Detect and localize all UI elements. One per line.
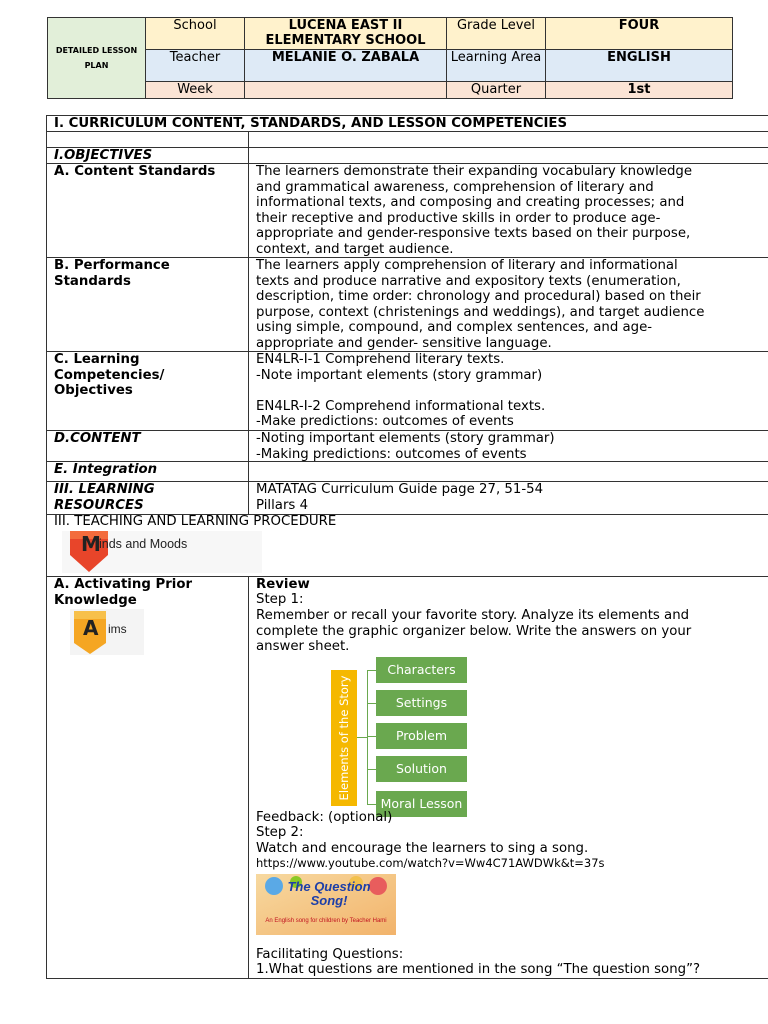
area-value: ENGLISH: [546, 50, 733, 82]
content-standards-text: The learners demonstrate their expanding vocabulary knowledge and grammatical awareness, comprehension of literary and informational texts, and composing and creating processes; and their receptive and productive skills in order to produce age- appropriate and gender-responsive texts based on their purpose, context, and target audience.: [256, 164, 693, 257]
organizer-item: Solution: [376, 756, 467, 782]
dlp-label: DETAILED LESSON PLAN: [48, 18, 146, 99]
minds-badge-text: inds and Moods: [99, 537, 188, 551]
minds-badge-letter: M: [81, 532, 101, 556]
question-1: 1.What questions are mentioned in the song “The question song”?: [256, 962, 701, 977]
minds-and-moods-badge: [62, 531, 262, 573]
video-link[interactable]: https://www.youtube.com/watch?v=Ww4C71AWDWk&t=37s: [256, 856, 605, 870]
step1-text: Remember or recall your favorite story. Analyze its elements and complete the graphic organizer below. Write the answers on your answer sheet.: [256, 608, 692, 655]
song-subtitle: An English song for children by Teacher Hami: [265, 918, 387, 924]
organizer-item: Settings: [376, 690, 467, 716]
step2-label: Step 2:: [256, 825, 304, 840]
organizer-item: Problem: [376, 723, 467, 749]
organizer-bar-label: Elements of the Story: [337, 675, 351, 801]
organizer-item: Moral Lesson: [376, 791, 467, 817]
competencies-label: C. Learning Competencies/ Objectives: [54, 352, 165, 399]
performance-standards-text: The learners apply comprehension of literary and informational texts and produce narrative and expository texts (enumeration, description, time order: chronology and procedural) based on their purpose, context (christenings and weddings), and target audience using simple, compound, and complex sentences, and age- appropriate and gender- sensitive language.: [256, 258, 705, 351]
procedure-title: III. TEACHING AND LEARNING PROCEDURE: [54, 514, 337, 529]
question-song-thumbnail[interactable]: [256, 874, 396, 935]
school-value: LUCENA EAST II ELEMENTARY SCHOOL: [245, 18, 447, 50]
facilitating-label: Facilitating Questions:: [256, 947, 404, 962]
feedback-text: Feedback: (optional): [256, 810, 393, 825]
quarter-value: 1st: [546, 82, 733, 99]
resources-text: MATATAG Curriculum Guide page 27, 51-54 Pillars 4: [256, 482, 544, 513]
week-label: Week: [146, 82, 245, 99]
integration-label: E. Integration: [54, 462, 158, 477]
song-title: The Question Song!: [287, 879, 371, 908]
step1-label: Step 1:: [256, 592, 304, 607]
performance-standards-label: B. Performance Standards: [54, 258, 170, 289]
area-label: Learning Area: [447, 50, 546, 82]
school-label: School: [146, 18, 245, 50]
aims-badge-letter: A: [83, 616, 99, 640]
organizer-item: Characters: [376, 657, 467, 683]
aims-badge: [70, 609, 144, 655]
step2-text: Watch and encourage the learners to sing a song.: [256, 841, 589, 856]
review-label: Review: [256, 577, 310, 592]
curriculum-section-title: I. CURRICULUM CONTENT, STANDARDS, AND LESSON COMPETENCIES: [54, 116, 568, 131]
teacher-value: MELANIE O. ZABALA: [245, 50, 447, 82]
resources-label: III. LEARNING RESOURCES: [54, 482, 155, 513]
content-text: -Noting important elements (story grammar) -Making predictions: outcomes of events: [256, 431, 555, 462]
teacher-label: Teacher: [146, 50, 245, 82]
grade-value: FOUR: [546, 18, 733, 50]
objectives-label: I.OBJECTIVES: [54, 148, 153, 163]
lesson-header-table: [47, 17, 733, 99]
competencies-text: EN4LR-I-1 Comprehend literary texts. -Note important elements (story grammar) EN4LR-I-2 Comprehend informational texts. -Make predictions: outcomes of events: [256, 352, 546, 430]
aims-badge-text: ims: [108, 622, 127, 636]
organizer-bar: [331, 670, 357, 806]
content-standards-label: A. Content Standards: [54, 164, 216, 179]
activating-label: A. Activating Prior Knowledge: [54, 577, 193, 608]
content-label: D.CONTENT: [54, 431, 141, 446]
quarter-label: Quarter: [447, 82, 546, 99]
grade-label: Grade Level: [447, 18, 546, 50]
week-value: [245, 82, 447, 99]
